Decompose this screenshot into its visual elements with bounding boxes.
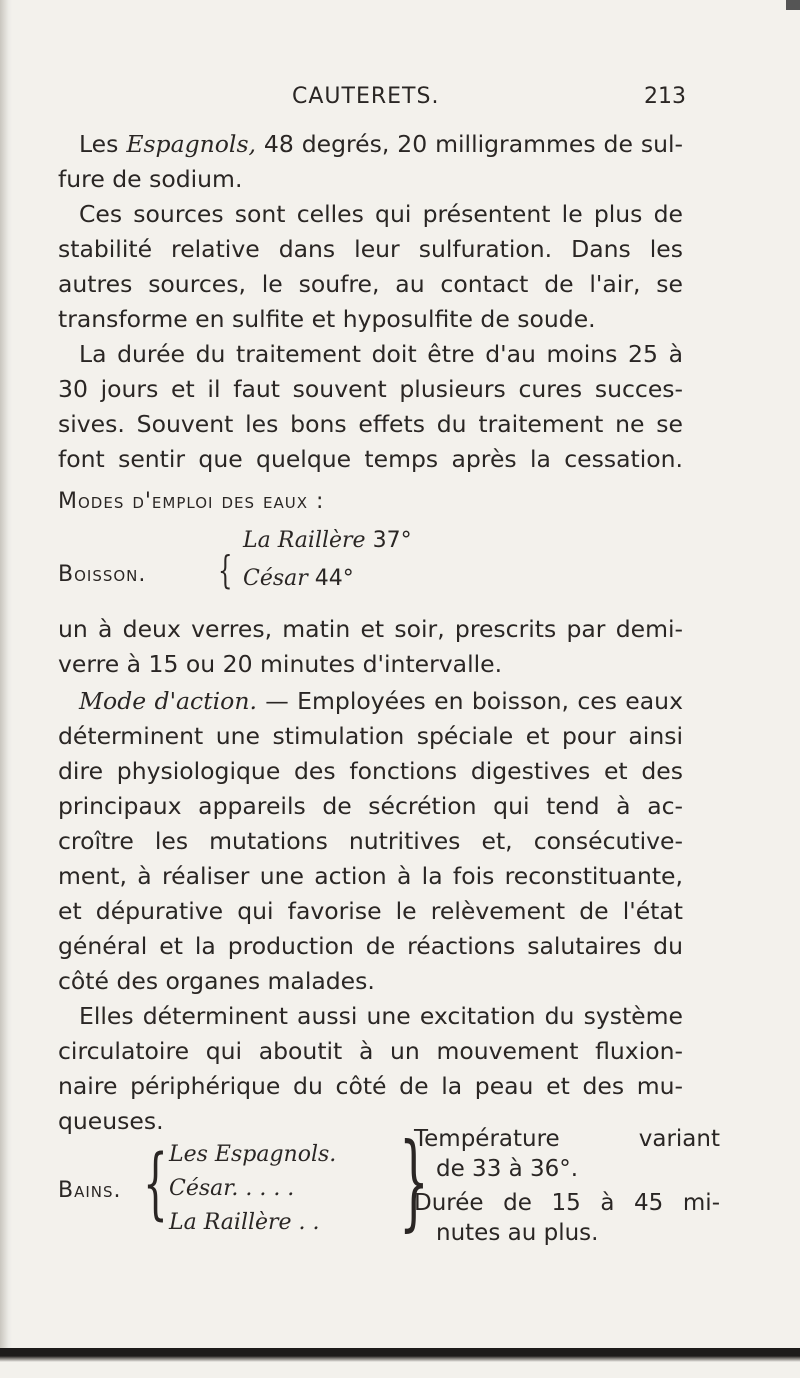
bains-label: Bains. [58,1178,122,1203]
page-header [0,84,800,120]
running-title: CAUTERETS. [292,84,440,109]
text-line: transforme en sulfite et hyposulfite de soude. [58,305,596,333]
corner-mark [786,0,800,10]
text-line: 30 jours et il faut souvent plusieurs cures succes- [58,375,683,403]
text-line: principaux appareils de sécrétion qui tend à ac- [58,792,683,820]
text-line: La durée du traitement doit être d'au moins 25 à [79,340,683,368]
text-line: général et la production de réactions salutaires du [58,932,683,960]
text-line: dire physiologique des fonctions digestives et des [58,757,683,785]
text-line: Mode d'action. — Employées en boisson, ces eaux [79,687,683,715]
bath-note: Température variant [414,1126,720,1152]
brace-icon: { [218,548,233,592]
text-line: naire périphérique du côté de la peau et des mu- [58,1072,683,1100]
text-line: croître les mutations nutritives et, consécutive- [58,827,683,855]
bath-source: La Raillère . . [169,1210,320,1235]
text-line: Elles déterminent aussi une excitation du système [79,1002,683,1030]
text-line: Les Espagnols, 48 degrés, 20 milligrammes de sul- [79,130,683,158]
page-number: 213 [644,84,686,109]
bath-note: de 33 à 36°. [436,1156,579,1182]
boisson-label: Boisson. [58,562,147,587]
brace-icon: { [143,1139,168,1229]
source-name: Espagnols, [126,130,256,158]
bath-source: César. . . . . [169,1176,295,1201]
text-line: fure de sodium. [58,165,243,193]
text-line: circulatoire qui aboutit à un mouvement fluxion- [58,1037,683,1065]
brace-icon: } [399,1120,429,1242]
text-line: déterminent une stimulation spéciale et pour ainsi [58,722,683,750]
text-line: autres sources, le soufre, au contact de l'air, se [58,270,683,298]
text-line: ment, à réaliser une action à la fois reconstituante, [58,862,683,890]
text-line: un à deux verres, matin et soir, prescrits par demi- [58,615,683,643]
bath-source: Les Espagnols. [169,1142,337,1167]
text-line: et dépurative qui favorise le relèvement de l'état [58,897,683,925]
drink-item: César 44° [243,566,354,591]
section-heading: Modes d'emploi des eaux : [58,489,325,514]
text-line: verre à 15 ou 20 minutes d'intervalle. [58,650,503,678]
bath-note: nutes au plus. [436,1220,599,1246]
scan-bottom-edge [0,1348,800,1378]
text-line: Ces sources sont celles qui présentent le plus de [79,200,683,228]
text-line: font sentir que quelque temps après la cessation. [58,445,683,473]
text-line: côté des organes malades. [58,967,375,995]
bath-note: Durée de 15 à 45 mi- [414,1190,720,1216]
text-line: queuses. [58,1107,164,1135]
text-line: stabilité relative dans leur sulfuration. Dans les [58,235,683,263]
mode-action-label: Mode d'action. [79,687,257,715]
text-line: sives. Souvent les bons effets du traitement ne se [58,410,683,438]
drink-item: La Raillère 37° [243,528,412,553]
